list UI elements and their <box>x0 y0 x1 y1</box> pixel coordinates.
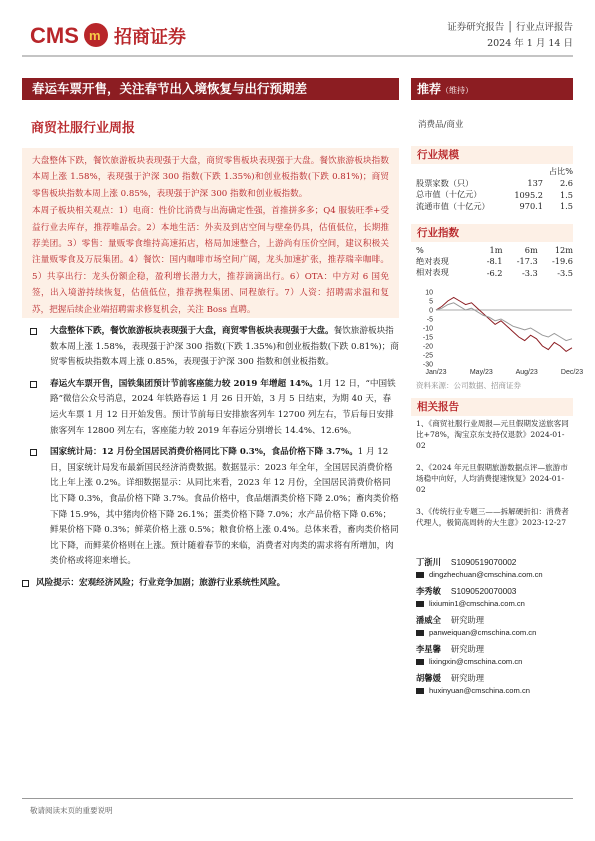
table-row <box>416 201 573 213</box>
checkbox-icon <box>22 580 29 587</box>
table-header: % <box>416 244 424 255</box>
footer-divider <box>22 798 573 799</box>
bullet-item <box>22 576 399 592</box>
table-row <box>416 267 573 279</box>
report-date: 2024 年 1 月 14 日 <box>487 38 573 49</box>
y-tick-label: -10 <box>422 325 433 333</box>
analyst-entry <box>416 585 574 610</box>
analyst-name: 胡馨媛 <box>416 673 441 683</box>
table-header: 6m <box>524 244 538 255</box>
scale-table <box>416 166 573 212</box>
analyst-code: S1090520070003 <box>450 586 517 596</box>
index-heading: 行业指数 <box>411 224 573 242</box>
svg-text:m: m <box>89 28 101 43</box>
table-cell: 970.1 <box>519 201 543 212</box>
table-cell: -17.3 <box>516 256 538 267</box>
table-cell: 股票家数（只） <box>416 177 474 188</box>
table-header: 1m <box>489 244 503 255</box>
table-row <box>416 189 573 201</box>
bullet-item <box>22 445 399 570</box>
bullet-heading: 风险提示：宏观经济风险；行业竞争加剧；旅游行业系统性风险。 <box>36 577 286 588</box>
summary-paragraph: 大盘整体下跌，餐饮旅游板块表现强于大盘，商贸零售板块表现强于大盘。餐饮旅游板块指数本周上涨 1.58%，表现强于沪深 300 指数(下跌 1.35%)和创业板指数(下跌 0.81%)；商贸零售板块指数本周上涨 0.85%，表现强于沪深 300 指数和创业板指数。 <box>32 156 389 199</box>
checkbox-icon <box>30 381 37 388</box>
logo-text: CMS <box>30 23 79 48</box>
sector-label: 消费品/商业 <box>418 120 464 130</box>
header-divider <box>22 55 573 57</box>
report-subtitle: 商贸社服行业周报 <box>31 121 136 136</box>
mail-icon <box>416 601 424 607</box>
analyst-code: 研究助理 <box>450 615 485 625</box>
bullet-text: 1 月 12 日，国家统计局发布最新国民经济消费数据。数据显示：2023 年全年，全国居民消费价格比上年上涨 0.2%。详细数据显示：从同比来看，2023 年 12 月份，全国居民消费价格同比下降 0.3%，食品价格下降 3.7%。食品价格中，食品烟酒类价格下降 2.0%；畜肉类价格下降 15.9%，其中猪肉价格下降 26.1%；蛋类价格下降 7.0%；水产品价格下降 0.6%；鲜果价格下降 0.3%；鲜菜价格上涨 0.5%；粮食价格上涨 0.4%。总体来看，畜肉类价格同比下降，而鲜菜价格则在上涨。预计随着春节的来临，消费者对肉类的需求将有所增加，肉类价格或将迎来增长。 <box>50 447 399 567</box>
table-cell: 流通市值（十亿元） <box>416 200 490 211</box>
table-cell: 总市值（十亿元） <box>416 189 482 200</box>
y-tick-label: -30 <box>422 361 433 369</box>
analyst-email[interactable]: lixiumin1@cmschina.com.cn <box>429 599 525 608</box>
bullet-heading: 国家统计局：12 月份全国居民消费价格同比下降 0.3%，食品价格下降 3.7%。 <box>50 447 358 458</box>
table-cell: -6.2 <box>486 267 503 278</box>
series-line <box>436 297 572 351</box>
company-logo <box>30 18 215 52</box>
summary-box <box>22 148 399 318</box>
chart-source: 资料来源：公司数据、招商证券 <box>416 381 521 390</box>
rating-banner <box>411 78 573 100</box>
analyst-code: S1090519070002 <box>450 557 517 567</box>
analyst-entry <box>416 614 574 639</box>
table-cell: -3.5 <box>557 267 573 278</box>
analyst-name: 丁浙川 <box>416 557 441 567</box>
analyst-code: 研究助理 <box>450 673 485 683</box>
analyst-entry <box>416 643 574 668</box>
bullet-heading: 大盘整体下跌，餐饮旅游板块表现强于大盘，商贸零售板块表现强于大盘。 <box>50 326 334 336</box>
header-meta <box>447 20 573 52</box>
scale-unit: 占比% <box>548 166 573 177</box>
y-tick-label: -25 <box>422 352 433 360</box>
table-cell: 1.5 <box>559 201 573 212</box>
x-tick-label: Jan/23 <box>425 369 447 376</box>
summary-paragraph: 本周子板块相关观点：1）电商：性价比消费与出海确定性强，首推拼多多；Q4 服装旺季+受益行业去库存，推荐唯品会。2）本地生活：外卖及到店空间与壁垒仍具，估值低位，长期推荐美团。3）零售：量贩零食维持高速拓店，格局加速整合，上游尚有压价空间，建议积极关注量贩零食及万辰集团。4）餐饮：国内咖啡市场空间广阔，龙头加速扩张，推荐瑞幸咖啡。5）共享出行：龙头份额企稳，盈利增长潜力大，推荐滴滴出行。6）OTA：中方对 6 国免签，出入境游持续恢复，估值低位，推荐携程集团、同程旅行。7）人资：招聘需求温和复苏，把握后续企业端招聘需求修复机会，关注 Boss 直聘。 <box>32 206 389 315</box>
footer-note: 敬请阅读末页的重要说明 <box>30 806 113 815</box>
y-tick-label: -15 <box>422 334 433 342</box>
index-line-chart <box>414 288 584 378</box>
rating-note: （维持） <box>441 86 474 95</box>
analyst-name: 李星馨 <box>416 644 441 654</box>
bullet-item <box>22 377 399 439</box>
table-cell: 137 <box>527 178 543 189</box>
y-tick-label: 5 <box>429 298 433 306</box>
logo-cn: 招商证券 <box>114 27 186 48</box>
related-reports <box>416 418 571 539</box>
bullet-list <box>22 318 399 592</box>
analyst-name: 李秀敏 <box>416 586 441 596</box>
x-tick-label: Aug/23 <box>515 369 538 376</box>
x-tick-label: Dec/23 <box>560 369 584 376</box>
mail-icon <box>416 659 424 665</box>
mail-icon <box>416 688 424 694</box>
checkbox-icon <box>30 328 37 335</box>
table-cell: 相对表现 <box>416 267 449 278</box>
table-cell: 1095.2 <box>514 189 543 200</box>
table-cell: -19.6 <box>552 256 573 267</box>
analyst-email[interactable]: dingzhechuan@cmschina.com.cn <box>429 570 543 579</box>
report-title: 春运车票开售，关注春节出入境恢复与出行预期差 <box>22 78 399 100</box>
y-tick-label: 0 <box>429 307 433 315</box>
bullet-item <box>22 324 399 371</box>
table-cell: -8.1 <box>486 256 503 267</box>
analyst-entry <box>416 556 574 581</box>
checkbox-icon <box>30 449 37 456</box>
scale-heading: 行业规模 <box>411 146 573 164</box>
rating-label: 推荐 <box>417 82 442 96</box>
table-row <box>416 178 573 190</box>
table-cell: 1.5 <box>559 189 573 200</box>
analyst-email[interactable]: lixingxin@cmschina.com.cn <box>429 657 523 666</box>
series-line <box>436 303 572 341</box>
bullet-heading: 春运火车票开售，国铁集团预计节前客座能力较 2019 年增超 14%。 <box>50 378 318 389</box>
related-heading: 相关报告 <box>411 398 573 416</box>
related-report-link[interactable]: 2、《2024 年元旦假期旅游数据点评—旅游市场稳中向好，人均消费提速恢复》2024-01-02 <box>416 463 568 494</box>
y-tick-label: 10 <box>425 289 433 297</box>
analyst-list <box>416 556 574 701</box>
analyst-name: 潘威全 <box>416 615 441 625</box>
x-tick-label: May/23 <box>469 369 493 376</box>
bullet-text: 餐饮旅游板块指数本周上涨 1.58%，表现强于沪深 300 指数(下跌 1.35%)和创业板指数(下跌 0.81%)；商贸零售板块指数本周上涨 0.85%，表现强于沪深 300 指数和创业板指数。 <box>50 326 399 368</box>
bullet-text: 1月 12 日，“中国铁路”微信公众号消息，2024 年铁路春运 1 月 26 日开始，3 月 5 日结束，为期 40 天，春运火车票 1 月 12 日开始发售。预计节前每日安排旅客列车 12700 列左右，节后每日安排旅客列车 12800 列左右，客座能力较 2019 年春运分别增长 14.4%、12.6%。 <box>50 378 396 436</box>
analyst-code: 研究助理 <box>450 644 485 654</box>
table-row <box>416 256 573 268</box>
mail-icon <box>416 572 424 578</box>
y-tick-label: -5 <box>426 316 433 324</box>
analyst-email[interactable]: huxinyuan@cmschina.com.cn <box>429 686 530 695</box>
y-tick-label: -20 <box>422 343 433 351</box>
table-cell: -3.3 <box>521 267 538 278</box>
related-report-link[interactable]: 3、《传统行业专题三——拆解硬折扣：消费者代理人，极简高周转的大生意》2023-12-27 <box>416 507 569 527</box>
report-type: 证券研究报告 │ 行业点评报告 <box>447 22 573 33</box>
performance-table <box>416 244 573 279</box>
table-cell: 绝对表现 <box>416 255 449 266</box>
analyst-entry <box>416 672 574 697</box>
table-header: 12m <box>554 244 573 255</box>
table-header-row <box>416 244 573 256</box>
related-report-link[interactable]: 1、《商贸社服行业周报—元旦假期发送旅客同比+78%，淘宝京东支持仅退款》2024-01-02 <box>416 419 569 450</box>
table-cell: 2.6 <box>559 178 573 189</box>
mail-icon <box>416 630 424 636</box>
analyst-email[interactable]: panweiquan@cmschina.com.cn <box>429 628 537 637</box>
